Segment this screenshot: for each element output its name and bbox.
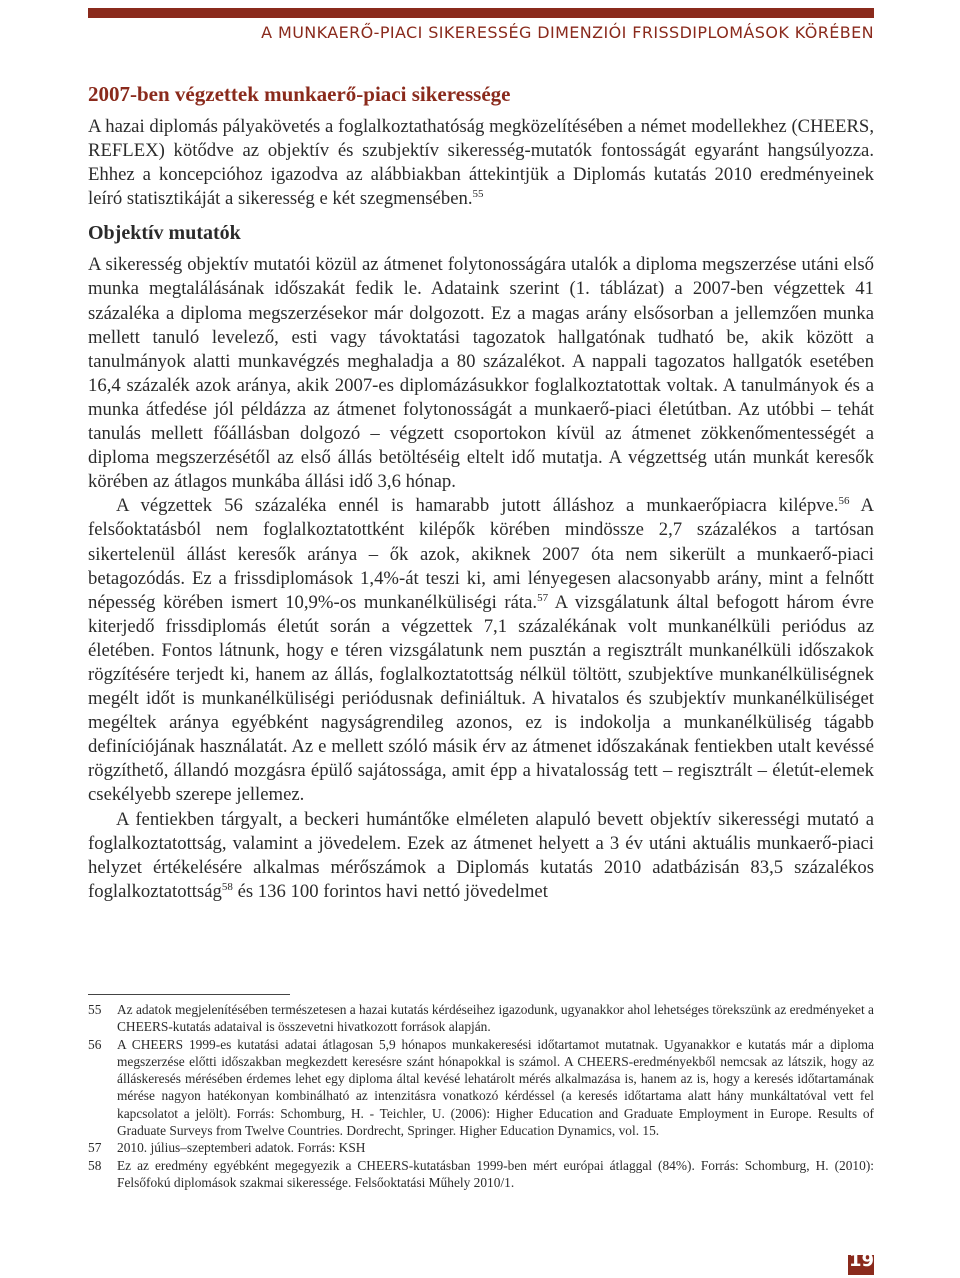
- page-body: [88, 80, 874, 904]
- footnote-text: A CHEERS 1999-es kutatási adatai átlagosan 5,9 hónapos munkakeresési időtartamot mutatnak. Ugyanakkor e kutatás már a diploma megszerzése előtti időszakban megkezdett keresésre szánt hónapokkal is számol. A CHEERS-eredményekből nemcsak az látszik, hogy az álláskeresés mérésében érdemes lehet egy diploma által kevésé lehatárolt mérés alkalmazása is, hanem az is, hogy a keresés időtartamának mérése nagyon hatékonyan kombinálható az intenzitásra vonatkozó kérdéssel (a keresés időtartama alatt hány munkáltatóval vett fel kapcsolatot a jelölt). Forrás: Schomburg, H. - Teichler, U. (2006): Higher Education and Graduate Employment in Europe. Results of Graduate Surveys from Twelve Countries. Dordrecht, Springer. Higher Education Dynamics, vol. 15.: [117, 1036, 874, 1139]
- page-number: 19: [849, 1250, 875, 1271]
- footnote-text: 2010. július–szeptemberi adatok. Forrás: KSH: [117, 1140, 366, 1156]
- paragraph-3: [88, 808, 874, 904]
- footnote-56: [88, 1036, 874, 1140]
- footnote-text: Ez az eredmény egyébként megegyezik a CHEERS-kutatásban 1999-ben mért európai átlaggal (84%). Forrás: Schomburg, H. (2010): Felsőfokú diplomások szakmai sikeressége. Felsőoktatási Műhely 2010/1.: [117, 1157, 874, 1190]
- intro-paragraph: [88, 115, 874, 211]
- footnote-ref-56[interactable]: 56: [838, 495, 850, 508]
- paragraph-3-text-a: A fentiekben tárgyalt, a beckeri humántőke elméleten alapuló bevett objektív sikerességi mutató a foglalkoztatottság, valamint a jövedelem. Ezek az átmenet helyett a 3 év utáni aktuális munkaerő-piaci helyzet értékelésére alkalmas mérőszámok a Diplomás kutatás 2010 adatbázisán 83,5 százalékos foglalkoztatottság: [88, 808, 874, 902]
- footnote-number: 55: [88, 1002, 102, 1017]
- paragraph-2-text-c: A vizsgálatunk által befogott három évre kiterjedő frissdiplomás életút során a végzettek 7,1 százalékának volt munkanélküli periódus az életében. Fontos látnunk, hogy e téren vizsgálatunk nem pusztán a regisztrált munkanélküli időszakok rögzítésére terjedt ki, hanem az állás, foglalkoztatottság nélkül töltött, szubjektíve munkanélküliségnek megélt időt is munkanélküliségi periódusnak definiáltuk. A hivatalos és szubjektív munkanélküliséget megéltek aránya egyébként nagyságrendileg azonos, ez is indokolja a munkanélküliség tágabb definíciójának használatát. Az e mellett szóló másik érv az átmenet időszakának fentiekben utalt kevéssé rögzíthető, állandó mozgásra épülő sajátossága, amit épp a hivatalosság tett – regisztrált – életút-elemek csekélyebb szerepe jellemez.: [88, 591, 874, 806]
- section-title: 2007-ben végzettek munkaerő-piaci sikeressége: [88, 82, 511, 106]
- footnote-ref-57[interactable]: 57: [537, 591, 549, 604]
- footnote-ref-58[interactable]: 58: [221, 880, 233, 893]
- footnote-57: [88, 1139, 874, 1156]
- intro-text: A hazai diplomás pályakövetés a foglalkoztathatóság megközelítésében a német modellekhez (CHEERS, REFLEX) kötődve az objektív és szubjektív sikeresség-mutatók fontosságát egyaránt hangsúlyozza. Ehhez a koncepcióhoz igazodva az alábbiakban áttekintjük a Diplomás kutatás 2010 eredményeinek leíró statisztikáját a sikeresség e két szegmensében.: [88, 116, 874, 210]
- footnote-separator: [88, 994, 290, 995]
- header-rule: [88, 8, 874, 18]
- paragraph-2-text-b: A felsőoktatásból nem foglalkoztatottként kilépők körében mindössze 2,7 százalékos a tartósan sikertelenül állást keresők aránya – ők azok, akiknek 2007 óta nem sikerült a munkaerő-piaci betagozódás. Ez a frissdiplomások 1,4%-át teszi ki, ami lényegesen alacsonyabb arány, mint a felnőtt népesség körében ismert 10,9%-os munkanélküliségi ráta.: [88, 495, 874, 613]
- subsection-title: Objektív mutatók: [88, 222, 241, 245]
- footnote-58: [88, 1157, 874, 1192]
- footnote-55: [88, 1001, 874, 1036]
- footnote-number: 56: [88, 1036, 102, 1052]
- footnote-number: 58: [88, 1157, 102, 1173]
- running-header: A MUNKAERŐ-PIACI SIKERESSÉG DIMENZIÓI FRISSDIPLOMÁSOK KÖRÉBEN: [261, 23, 874, 42]
- paragraph-2: [88, 494, 874, 807]
- paragraph-3-text-b: és 136 100 forintos havi nettó jövedelmet: [232, 880, 548, 902]
- footnote-ref-55[interactable]: 55: [472, 188, 484, 201]
- paragraph-2-text-a: A végzettek 56 százaléka ennél is hamarabb jutott álláshoz a munkaerőpiacra kilépve.: [116, 495, 839, 517]
- footnotes: [88, 1001, 874, 1191]
- footnote-number: 57: [88, 1140, 102, 1156]
- footnote-text: Az adatok megjelenítésében természetesen a hazai kutatás kérdéseihez igazodunk, ugyanakkor ahol lehetséges törekszünk az eredményeket a CHEERS-kutatás adataival is összevetni hivatkozott források alapján.: [117, 1002, 874, 1035]
- paragraph-1: A sikeresség objektív mutatói közül az átmenet folytonosságára utalók a diploma megszerzése utáni első munka megtalálásának időszakát fedik le. Adataink szerint (1. táblázat) a 2007-ben végzettek 41 százaléka a diploma megszerzésekor már dolgozott. Ez a magas arány elsősorban a jellemzően munka mellett tanuló levelező, esti vagy távoktatási tagozatok hallgatónak tudható be, akik között a tanulmányok alatti munkavégzés meghaladja a 80 százalékot. A nappali tagozatos hallgatók esetében 16,4 százalék azok aránya, akik 2007-es diplomázásukkor foglalkoztatottak voltak. A tanulmányok és a munka átfedése jól példázza az átmenet folytonosságát a munkaerő-piaci életútban. Az utóbbi – tehát tanulás mellett főállásban dolgozó – végzett csoportokon kívül az átmenet zökkenőmentességét a diploma megszerzésétől az első állás betöltéséig eltelt idő mutatja. A végzettség után munkát keresők körében az átlagos munkába állási idő 3,6 hónap.: [88, 254, 874, 493]
